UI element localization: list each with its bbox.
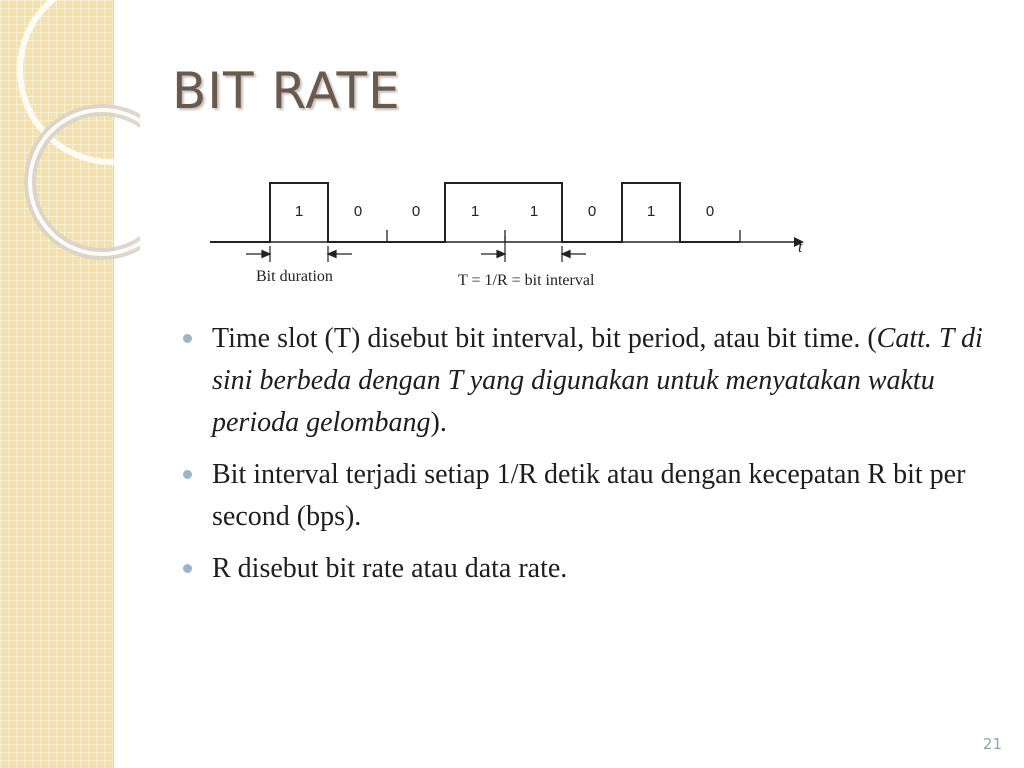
bit-value: 1 — [470, 203, 480, 220]
bullet-list — [180, 318, 995, 600]
bullet-text: R disebut bit rate atau data rate. — [212, 553, 568, 584]
bullet-dot — [183, 334, 192, 343]
bit-value: 1 — [646, 203, 656, 220]
bullet-dot — [183, 470, 192, 479]
bullet-item — [180, 548, 995, 590]
page-number: 21 — [982, 735, 1002, 753]
bit-rate-diagram — [200, 170, 820, 295]
slide-title: BIT RATE — [172, 62, 401, 120]
bit-interval-label: T = 1/R = bit interval — [458, 272, 595, 289]
bit-duration-label: Bit duration — [256, 268, 333, 285]
bit-interval-markers — [481, 236, 586, 262]
time-axis-label: t — [798, 239, 803, 256]
bit-boundary-ticks — [387, 230, 740, 242]
bit-value: 1 — [294, 203, 304, 220]
bit-value: 0 — [705, 203, 715, 220]
bullet-text: Bit interval terjadi setiap 1/R detik atau dengan kecepatan R bit per second (bps). — [212, 459, 966, 532]
bullet-italic-note: Catt. T di sini berbeda dengan T yang digunakan untuk menyatakan waktu perioda gelombang — [212, 323, 983, 438]
bit-value: 1 — [529, 203, 539, 220]
bit-duration-markers — [246, 246, 352, 262]
bullet-dot — [183, 564, 192, 573]
bit-value: 0 — [587, 203, 597, 220]
bit-value: 0 — [411, 203, 421, 220]
bit-value: 0 — [353, 203, 363, 220]
bullet-item — [180, 318, 995, 444]
bullet-text: Time slot (T) disebut bit interval, bit period, atau bit time. ( — [212, 323, 877, 354]
circle-ornament — [0, 0, 140, 260]
bullet-item — [180, 454, 995, 538]
bullet-text-end: ). — [430, 407, 447, 438]
